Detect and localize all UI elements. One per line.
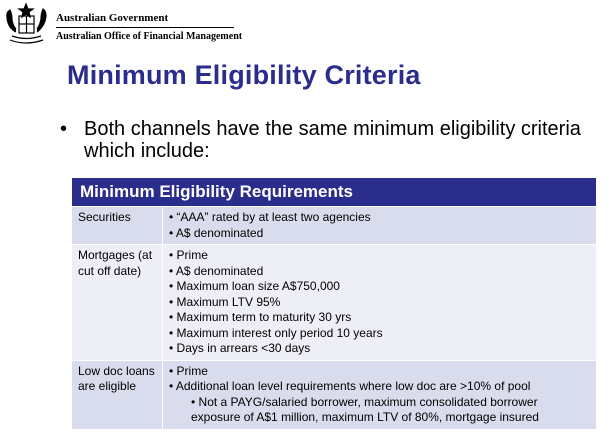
office-name: Australian Office of Financial Management bbox=[56, 31, 243, 42]
list-item: • Maximum interest only period 10 years bbox=[169, 325, 383, 340]
list-item: • A$ denominated bbox=[169, 263, 264, 278]
header-divider bbox=[56, 27, 234, 28]
table-row-low-doc bbox=[72, 360, 597, 429]
government-name: Australian Government bbox=[56, 12, 169, 24]
row-label: Low doc loans are eligible bbox=[72, 360, 163, 429]
row-items bbox=[163, 207, 597, 245]
list-item: • “AAA” rated by at least two agencies bbox=[169, 210, 371, 224]
table-heading: Minimum Eligibility Requirements bbox=[72, 178, 597, 207]
intro-bullet-text: Both channels have the same minimum eligibility criteria which include: bbox=[84, 118, 581, 162]
header bbox=[0, 0, 612, 52]
list-item: • Maximum term to maturity 30 yrs bbox=[169, 310, 352, 324]
eligibility-table bbox=[71, 177, 597, 430]
list-item: • A$ denominated bbox=[169, 225, 264, 240]
coat-of-arms-logo bbox=[2, 2, 52, 48]
slide-title: Minimum Eligibility Criteria bbox=[67, 60, 421, 90]
row-label: Mortgages (at cut off date) bbox=[72, 245, 163, 361]
list-item: • Maximum loan size A$750,000 bbox=[169, 279, 340, 293]
table-row-securities bbox=[72, 207, 597, 245]
list-item: • Additional loan level requirements where low doc are >10% of pool bbox=[169, 379, 531, 393]
table-row-mortgages bbox=[72, 245, 597, 361]
row-label: Securities bbox=[72, 207, 163, 245]
row-items bbox=[163, 245, 597, 361]
bullet-marker: • bbox=[60, 118, 68, 140]
sub-list-item: • Not a PAYG/salaried borrower, maximum consolidated borrower exposure of A$1 million, maximum LTV of 80%, mortgage insured bbox=[191, 394, 539, 424]
intro-bullet bbox=[60, 118, 590, 162]
list-item: • Maximum LTV 95% bbox=[169, 294, 281, 309]
list-item: • Prime bbox=[169, 248, 208, 262]
list-item: • Prime bbox=[169, 363, 208, 378]
row-items bbox=[163, 360, 597, 429]
list-item: • Days in arrears <30 days bbox=[169, 341, 311, 355]
